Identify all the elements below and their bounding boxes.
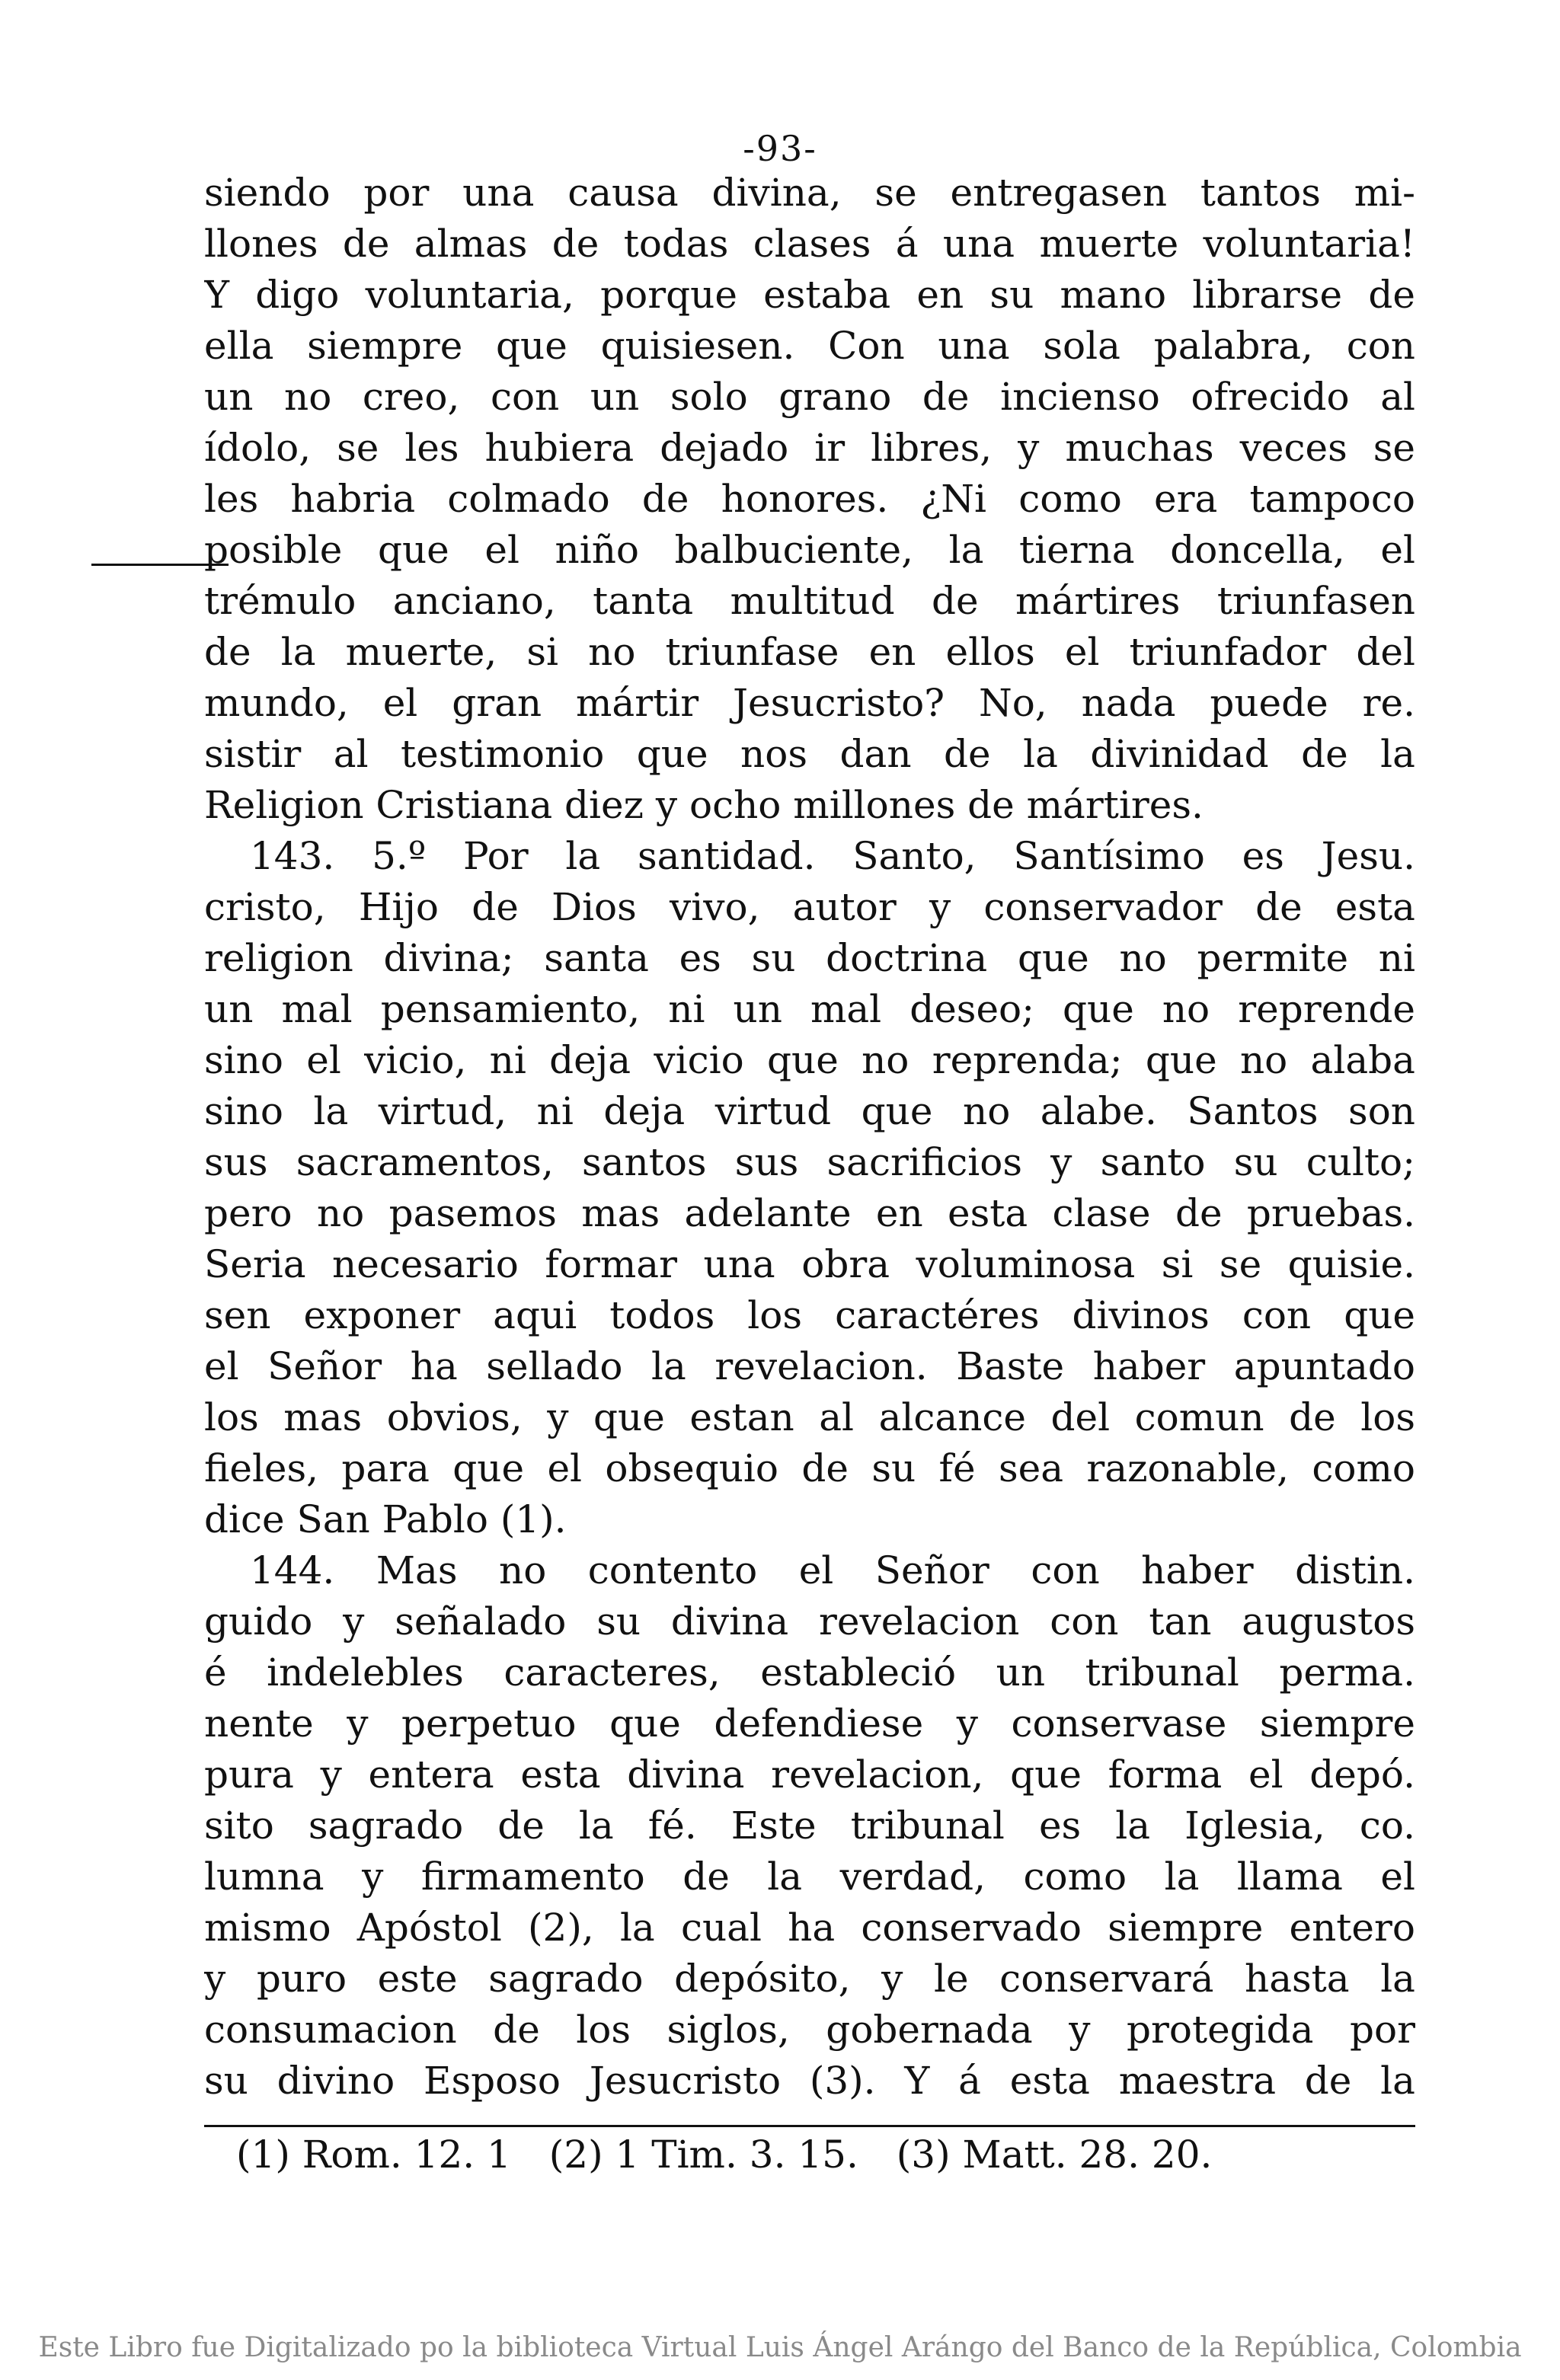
text-line: dice San Pablo (1). [204, 1497, 567, 1541]
text-line: Religion Cristiana diez y ocho millones de mártires. [204, 783, 1204, 827]
page-number: -93- [743, 128, 817, 169]
text-line: el Señor ha sellado la revelacion. Baste haber apuntado [204, 1344, 1415, 1388]
text-line: sen exponer aqui todos los caractéres divinos con que [204, 1293, 1415, 1337]
text-line: trémulo anciano, tanta multitud de mártires triunfasen [204, 579, 1415, 623]
text-line: cristo, Hijo de Dios vivo, autor y conservador de esta [204, 885, 1415, 929]
footnotes [236, 2129, 1415, 2180]
text-line: ella siempre que quisiesen. Con una sola palabra, con [204, 324, 1415, 368]
text-line: llones de almas de todas clases á una muerte voluntaria! [204, 222, 1415, 266]
text-line: los mas obvios, y que estan al alcance del comun de los [204, 1395, 1415, 1439]
text-line: sus sacramentos, santos sus sacrificios y santo su culto; [204, 1140, 1415, 1184]
paragraph-143-start: 143. 5.º Por la santidad. Santo, Santísimo es Jesu. [250, 834, 1415, 878]
text-line: y puro este sagrado depósito, y le conservará hasta la [204, 1957, 1415, 2001]
text-line: ídolo, se les hubiera dejado ir libres, y muchas veces se [204, 426, 1415, 470]
text-line: sistir al testimonio que nos dan de la divinidad de la [204, 732, 1415, 776]
footnote-divider [204, 2125, 1415, 2127]
text-line: su divino Esposo Jesucristo (3). Y á esta maestra de la [204, 2059, 1415, 2103]
paragraph-144-start: 144. Mas no contento el Señor con haber distin. [250, 1548, 1415, 1593]
footnote-1: (1) Rom. 12. 1 [236, 2132, 511, 2177]
text-line: nente y perpetuo que defendiese y conservase siempre [204, 1701, 1415, 1746]
text-line: consumacion de los siglos, gobernada y protegida por [204, 2008, 1415, 2052]
text-line: un no creo, con un solo grano de incienso ofrecido al [204, 375, 1415, 419]
text-line: mundo, el gran mártir Jesucristo? No, nada puede re. [204, 681, 1415, 725]
digitization-credit: Este Libro fue Digitalizado po la biblioteca Virtual Luis Ángel Arángo del Banco de la República, Colombia [38, 2332, 1522, 2363]
text-line: posible que el niño balbuciente, la tierna doncella, el [204, 528, 1415, 572]
text-line: guido y señalado su divina revelacion con tan augustos [204, 1599, 1415, 1644]
body-text [204, 168, 1415, 2107]
text-line: lumna y firmamento de la verdad, como la llama el [204, 1854, 1415, 1899]
text-line: siendo por una causa divina, se entregasen tantos mi- [204, 171, 1415, 215]
footnote-2: (2) 1 Tim. 3. 15. [548, 2132, 858, 2177]
text-line: les habria colmado de honores. ¿Ni como era tampoco [204, 477, 1415, 521]
text-line: pura y entera esta divina revelacion, que forma el depó. [204, 1752, 1415, 1797]
text-line: un mal pensamiento, ni un mal deseo; que no reprende [204, 987, 1415, 1031]
text-line: é indelebles caracteres, estableció un tribunal perma. [204, 1650, 1415, 1695]
text-line: fieles, para que el obsequio de su fé sea razonable, como [204, 1446, 1415, 1490]
footnote-3: (3) Matt. 28. 20. [896, 2132, 1213, 2177]
text-line: sino el vicio, ni deja vicio que no reprenda; que no alaba [204, 1038, 1415, 1082]
text-line: pero no pasemos mas adelante en esta clase de pruebas. [204, 1191, 1415, 1235]
text-line: mismo Apóstol (2), la cual ha conservado siempre entero [204, 1906, 1415, 1950]
text-line: de la muerte, si no triunfase en ellos el triunfador del [204, 630, 1415, 674]
text-line: sino la virtud, ni deja virtud que no alabe. Santos son [204, 1089, 1415, 1133]
text-line: Seria necesario formar una obra voluminosa si se quisie. [204, 1242, 1415, 1286]
text-line: religion divina; santa es su doctrina que no permite ni [204, 936, 1415, 980]
text-line: sito sagrado de la fé. Este tribunal es la Iglesia, co. [204, 1803, 1415, 1848]
text-line: Y digo voluntaria, porque estaba en su mano librarse de [204, 273, 1415, 317]
